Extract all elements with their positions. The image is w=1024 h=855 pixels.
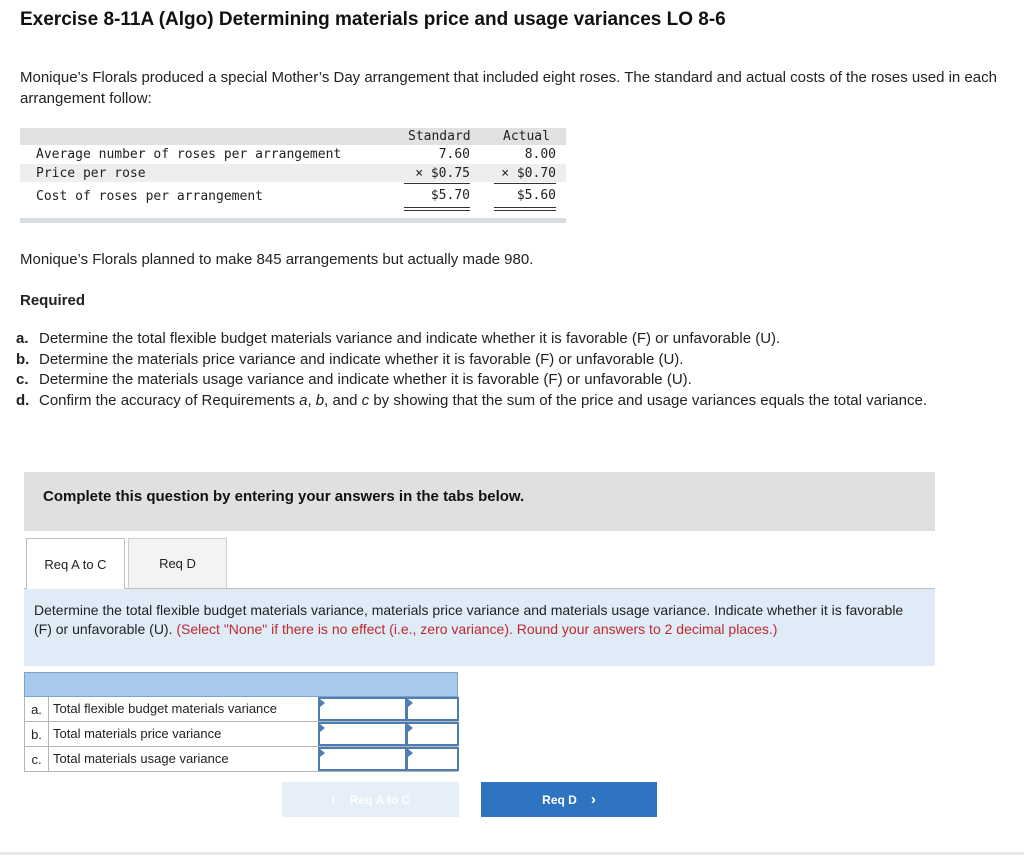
complete-instruction-text: Complete this question by entering your answers in the tabs below. — [43, 488, 525, 505]
instruction-main: Determine the total flexible budget materials variance, materials price variance and materials usage variance. Indicate whether it is favorable (F) or unfavorable (U). — [34, 602, 904, 637]
requirement-letter: a. — [16, 330, 29, 347]
answer-table — [24, 672, 458, 771]
select-marker-icon — [408, 724, 413, 732]
cost-table — [20, 128, 566, 224]
requirement-sep: , — [307, 391, 316, 409]
previous-tab-label: Req A to C — [349, 792, 411, 807]
underline-standard — [404, 183, 470, 184]
tab-req-d[interactable]: Req D — [128, 538, 227, 589]
answer-row-letter: a. — [25, 697, 49, 721]
requirement-b — [16, 350, 1006, 371]
row-label-cost: Cost of roses per arrangement — [36, 189, 263, 204]
requirement-ref-c: c — [361, 391, 370, 409]
requirement-d — [16, 391, 1006, 412]
answer-row-letter: c. — [25, 747, 49, 771]
next-tab-button[interactable] — [481, 782, 657, 817]
instruction-text — [34, 601, 924, 638]
answer-row-a — [24, 697, 458, 722]
chevron-left-icon: ‹ — [330, 791, 336, 808]
requirement-a — [16, 329, 1006, 350]
answer-row-label: Total materials price variance — [53, 726, 222, 741]
underline-actual — [494, 183, 556, 184]
tab-req-a-to-c[interactable]: Req A to C — [26, 538, 125, 589]
row-label-price: Price per rose — [36, 166, 146, 181]
answer-row-c — [24, 747, 458, 772]
instruction-note: (Select "None" if there is no effect (i.e., zero variance). Round your answers to 2 decimal places.) — [176, 620, 778, 637]
input-marker-icon — [320, 724, 325, 732]
header-actual: Actual — [503, 129, 550, 144]
select-marker-icon — [408, 749, 413, 757]
page-title: Exercise 8-11A (Algo) Determining materials price and usage variances LO 8-6 — [20, 9, 726, 30]
variance-amount-input-a[interactable] — [318, 697, 407, 721]
row-label-roses: Average number of roses per arrangement — [36, 147, 342, 162]
answer-table-header — [24, 672, 458, 697]
row-standard-cost: $5.70 — [430, 188, 470, 203]
answer-row-letter: b. — [25, 722, 49, 746]
complete-instruction-box — [24, 472, 935, 531]
row-standard-roses: 7.60 — [438, 147, 470, 162]
requirement-text: Determine the materials usage variance and indicate whether it is favorable (F) or unfavorable (U). — [39, 371, 692, 388]
input-marker-icon — [320, 749, 325, 757]
double-underline-actual-1 — [494, 207, 556, 208]
intro-paragraph: Monique’s Florals produced a special Mother’s Day arrangement that included eight roses. The standard and actual costs of the roses used in each arrangement follow: — [20, 69, 997, 107]
answer-row-label: Total materials usage variance — [53, 751, 229, 766]
variance-effect-select-a[interactable] — [406, 697, 459, 721]
requirement-letter: c. — [16, 371, 29, 388]
variance-effect-select-c[interactable] — [406, 747, 459, 771]
next-tab-label: Req D — [542, 792, 577, 807]
cost-table-header-band — [20, 128, 566, 145]
requirement-text: Determine the total flexible budget materials variance and indicate whether it is favorable (F) or unfavorable (U). — [39, 330, 781, 347]
requirement-letter: d. — [16, 391, 30, 409]
variance-amount-input-c[interactable] — [318, 747, 407, 771]
requirement-sep: , and — [324, 391, 362, 409]
row-standard-price: × $0.75 — [415, 166, 470, 181]
chevron-right-icon: › — [590, 791, 596, 808]
planned-text: Monique’s Florals planned to make 845 arrangements but actually made 980. — [20, 251, 534, 268]
row-actual-price: × $0.70 — [501, 166, 556, 181]
header-standard: Standard — [408, 129, 471, 144]
requirement-text-end: by showing that the sum of the price and usage variances equals the total variance. — [369, 391, 928, 409]
previous-tab-button[interactable] — [282, 782, 459, 817]
requirement-letter: b. — [16, 350, 30, 368]
double-underline-standard-2 — [404, 210, 470, 211]
select-marker-icon — [408, 699, 413, 707]
requirement-c — [16, 370, 1006, 391]
answer-row-b — [24, 722, 458, 747]
requirement-ref-b: b — [315, 391, 325, 409]
input-marker-icon — [320, 699, 325, 707]
row-actual-cost: $5.60 — [516, 188, 556, 203]
requirement-text: Confirm the accuracy of Requirements — [39, 391, 300, 409]
row-actual-roses: 8.00 — [524, 147, 556, 162]
requirement-text: Determine the materials price variance and indicate whether it is favorable (F) or unfavorable (U). — [39, 350, 684, 368]
required-heading: Required — [20, 292, 86, 309]
requirements-list — [16, 329, 1006, 411]
variance-amount-input-b[interactable] — [318, 722, 407, 746]
requirement-ref-a: a — [299, 391, 308, 409]
double-underline-actual-2 — [494, 210, 556, 211]
answer-row-label: Total flexible budget materials variance — [53, 701, 278, 716]
instruction-panel — [24, 589, 935, 666]
variance-effect-select-b[interactable] — [406, 722, 459, 746]
cost-table-bottom-band — [20, 218, 566, 223]
double-underline-standard-1 — [404, 207, 470, 208]
